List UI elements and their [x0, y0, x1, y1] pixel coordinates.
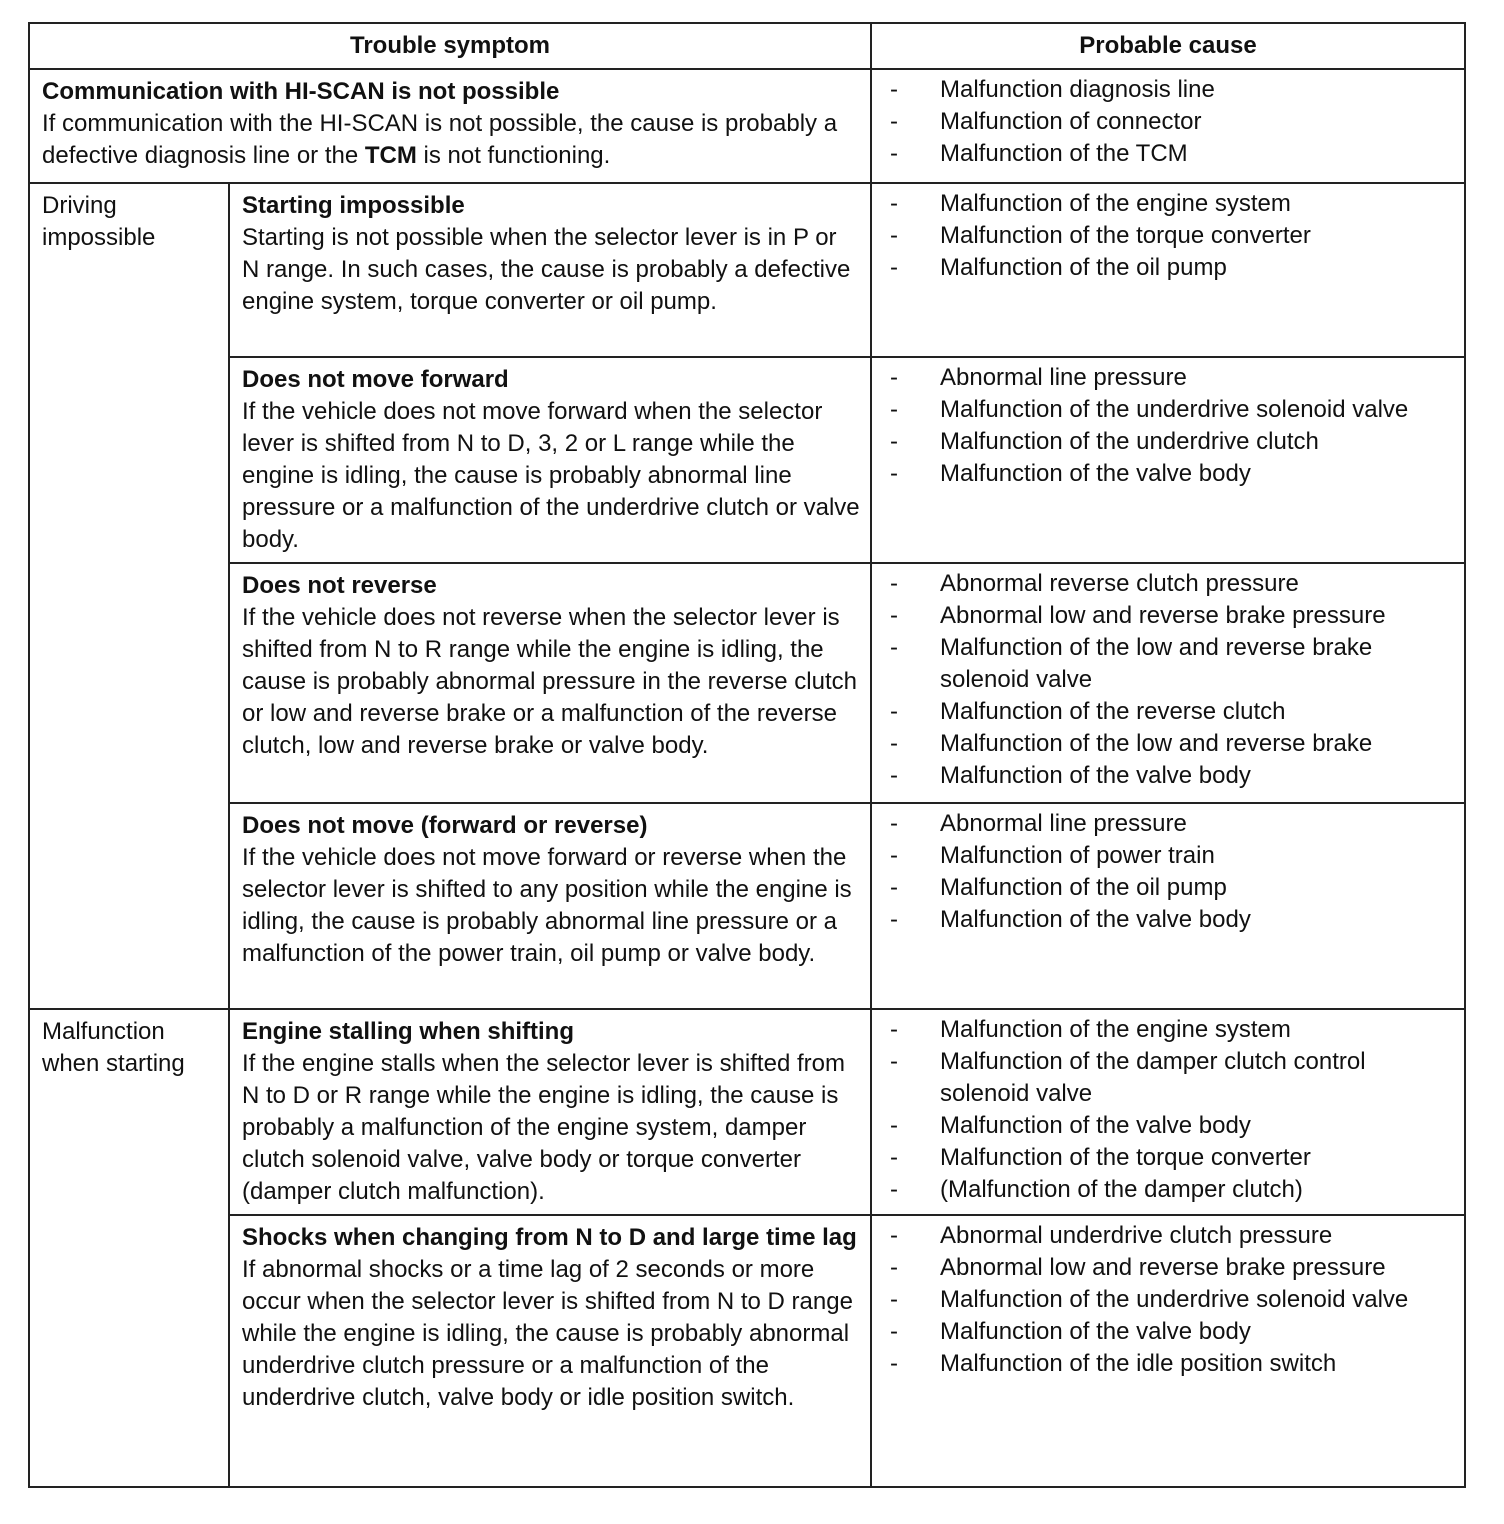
cause-item: - Malfunction of the underdrive solenoid valve: [890, 1286, 1409, 1313]
cause-item: - Abnormal line pressure: [890, 364, 1187, 391]
cause-item: - Abnormal line pressure: [890, 810, 1187, 837]
cause-column-header: Probable cause: [871, 23, 1465, 69]
document-page: [28, 22, 1464, 1488]
cause-item: - Abnormal low and reverse brake pressure: [890, 602, 1386, 629]
cause-cell: [871, 803, 1465, 1009]
cause-item: - Malfunction of the valve body: [890, 762, 1251, 789]
symptom-title: Does not move forward: [242, 366, 509, 393]
symptom-column-header: Trouble symptom: [29, 23, 871, 69]
cause-cell: [871, 183, 1465, 357]
cause-item: - Malfunction of the engine system: [890, 190, 1291, 217]
cause-cell: [871, 1215, 1465, 1487]
cause-item: - Malfunction diagnosis line: [890, 76, 1215, 103]
symptom-description: Starting is not possible when the selector lever is in P or N range. In such cases, the cause is probably a defective engine system, torque converter or oil pump.: [242, 224, 851, 315]
cause-item: - Malfunction of the low and reverse brake: [890, 730, 1373, 757]
cause-list: [882, 74, 1454, 170]
symptom-cell: [229, 183, 871, 357]
category-label: Malfunction when starting: [42, 1018, 185, 1077]
cause-list: [882, 362, 1454, 490]
communication-cause-cell: [871, 69, 1465, 183]
cause-item: - Abnormal reverse clutch pressure: [890, 570, 1299, 597]
cause-item: - Malfunction of the valve body: [890, 1318, 1251, 1345]
cause-item: - Malfunction of power train: [890, 842, 1215, 869]
cause-item: - (Malfunction of the damper clutch): [890, 1176, 1303, 1203]
desc-text: is not functioning.: [416, 142, 611, 169]
desc-text: If communication with the HI-SCAN is not possible, the cause is probably a defective diagnosis line or the: [42, 110, 838, 169]
symptom-description: [42, 108, 860, 172]
cause-item: - Malfunction of the underdrive solenoid valve: [890, 396, 1409, 423]
symptom-cell: [229, 1009, 871, 1215]
cause-item: - Malfunction of the valve body: [890, 906, 1251, 933]
symptom-cell: [229, 1215, 871, 1487]
symptom-row: [29, 357, 1465, 563]
symptom-description: If the vehicle does not reverse when the selector lever is shifted from N to R range while the engine is idling, the cause is probably abnormal pressure in the reverse clutch or low and reverse brake or a malfunction of the reverse clutch, low and reverse brake or valve body.: [242, 604, 857, 759]
symptom-title: Does not reverse: [242, 572, 437, 599]
symptom-title: Does not move (forward or reverse): [242, 812, 648, 839]
cause-item: - Abnormal underdrive clutch pressure: [890, 1222, 1333, 1249]
cause-item: - Malfunction of the torque converter: [890, 1144, 1311, 1171]
cause-item: - Malfunction of the valve body: [890, 460, 1251, 487]
symptom-title: Shocks when changing from N to D and large time lag: [242, 1224, 857, 1251]
cause-cell: [871, 563, 1465, 803]
symptom-cell: [229, 563, 871, 803]
cause-item: - Malfunction of the valve body: [890, 1112, 1251, 1139]
cause-list: [882, 808, 1454, 936]
cause-cell: [871, 357, 1465, 563]
symptom-row: [29, 183, 1465, 357]
symptom-row: [29, 563, 1465, 803]
symptom-cell: [229, 803, 871, 1009]
trouble-table: [28, 22, 1466, 1488]
symptom-title: Starting impossible: [242, 192, 465, 219]
cause-item: - Malfunction of the low and reverse brake solenoid valve: [890, 634, 1373, 693]
cause-cell: [871, 1009, 1465, 1215]
symptom-description: If abnormal shocks or a time lag of 2 seconds or more occur when the selector lever is shifted from N to D range while the engine is idling, the cause is probably abnormal underdrive clutch pressure or a malfunction of the underdrive clutch, valve body or idle position switch.: [242, 1256, 853, 1411]
cause-list: [882, 1220, 1454, 1380]
cause-item: - Malfunction of the idle position switch: [890, 1350, 1337, 1377]
symptom-cell: [229, 357, 871, 563]
symptom-row: [29, 803, 1465, 1009]
cause-item: - Malfunction of the oil pump: [890, 254, 1227, 281]
symptom-description: If the engine stalls when the selector lever is shifted from N to D or R range while the engine is idling, the cause is probably a malfunction of the engine system, damper clutch solenoid valve, valve body or torque converter (damper clutch malfunction).: [242, 1050, 845, 1205]
cause-list: [882, 188, 1454, 284]
symptom-row: [29, 1009, 1465, 1215]
communication-row: [29, 69, 1465, 183]
symptom-description: If the vehicle does not move forward when the selector lever is shifted from N to D, 3, 2 or L range while the engine is idling, the cause is probably abnormal line pressure or a malfunction of the underdrive clutch or valve body.: [242, 398, 860, 553]
cause-item: - Malfunction of connector: [890, 108, 1202, 135]
symptom-description: If the vehicle does not move forward or reverse when the selector lever is shifted to any position while the engine is idling, the cause is probably abnormal line pressure or a malfunction of the power train, oil pump or valve body.: [242, 844, 852, 967]
cause-item: - Malfunction of the reverse clutch: [890, 698, 1286, 725]
desc-bold-text: TCM: [364, 142, 417, 169]
cause-item: - Malfunction of the damper clutch control solenoid valve: [890, 1048, 1366, 1107]
symptom-title: Engine stalling when shifting: [242, 1018, 575, 1045]
communication-symptom-cell: [29, 69, 871, 183]
category-cell: [29, 183, 229, 1009]
cause-item: - Malfunction of the TCM: [890, 140, 1188, 167]
cause-list: [882, 568, 1454, 792]
symptom-title: Communication with HI-SCAN is not possible: [42, 78, 560, 105]
symptom-row: [29, 1215, 1465, 1487]
cause-list: [882, 1014, 1454, 1206]
category-cell: [29, 1009, 229, 1487]
cause-item: - Malfunction of the underdrive clutch: [890, 428, 1319, 455]
header-row: [29, 23, 1465, 69]
category-label: Driving impossible: [42, 192, 156, 251]
cause-item: - Malfunction of the engine system: [890, 1016, 1291, 1043]
cause-item: - Malfunction of the torque converter: [890, 222, 1311, 249]
cause-item: - Abnormal low and reverse brake pressure: [890, 1254, 1386, 1281]
cause-item: - Malfunction of the oil pump: [890, 874, 1227, 901]
